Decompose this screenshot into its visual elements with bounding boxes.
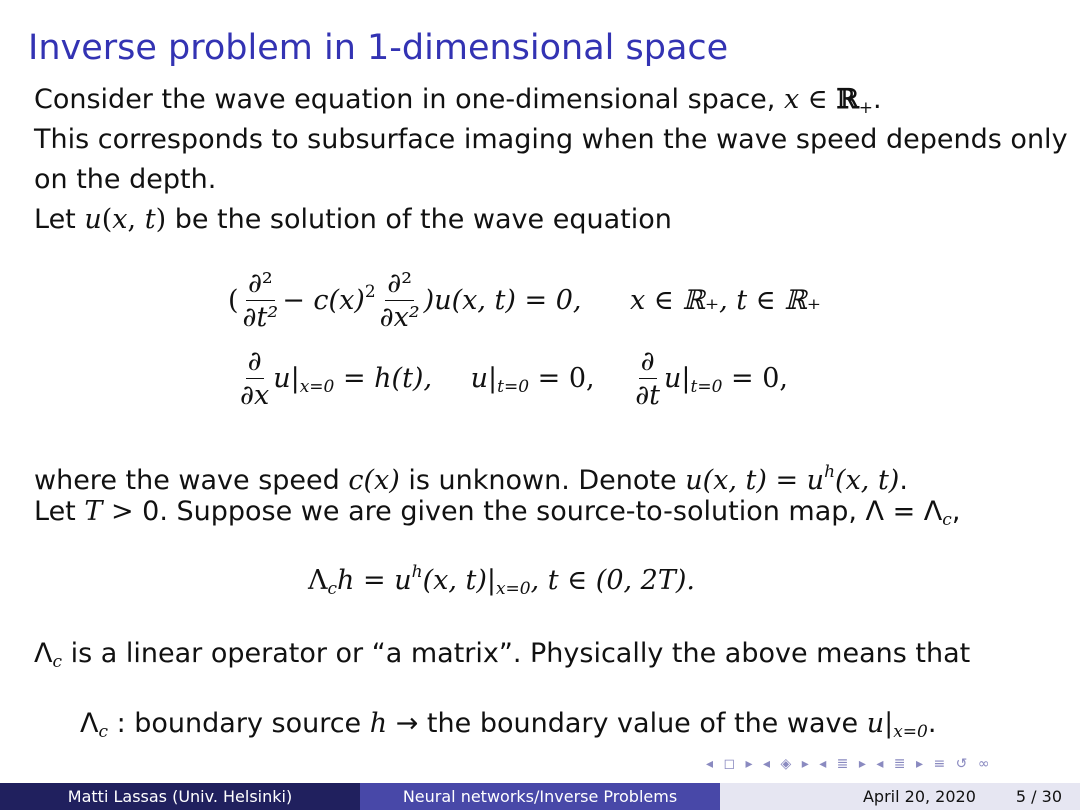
paragraph-1: Consider the wave equation in one-dimensional space, x ∈ ℝ$_+$. — [34, 84, 882, 118]
paragraph-5: where the wave speed c(x) is unknown. Denote u(x, $t) = u^h(x$, t). — [34, 462, 908, 496]
footer-date: April 20, 2020 — [862, 787, 976, 806]
source-to-solution-map: $\Lambda_ch = u^h(x$, $t)|_{x=0}$, t ∈ (0, 2T). — [308, 562, 695, 599]
paragraph-7: $\Lambda_c$ is a linear operator or “a matrix”. Physically the above means that — [34, 638, 971, 672]
footer-page-number: 5 / 30 — [1015, 787, 1062, 806]
slide-title: Inverse problem in 1-dimensional space — [28, 28, 729, 68]
boundary-conditions: $\frac{\partial}{\partial x}$ $u|_{x=0} = h(t)$, $u|_{t=0} = 0$, $\frac{\partial}{\partial t}$ $u|_{t=0} = 0$, — [240, 346, 788, 411]
paragraph-4: Let u(x, t) be the solution of the wave equation — [34, 204, 672, 235]
footer-bar — [0, 783, 1080, 810]
paragraph-2: This corresponds to subsurface imaging when the wave speed depends only — [34, 124, 1068, 155]
beamer-navigation-icons[interactable]: ◂ ◻ ▸ ◂ ◈ ▸ ◂ ≣ ▸ ◂ ≣ ▸ ≡ ↺ ∞ — [706, 756, 993, 772]
paragraph-8: $\Lambda_c$ : boundary source h → the boundary value of the wave $u|_{x=0}$. — [80, 708, 937, 742]
paragraph-6: Let T > 0. Suppose we are given the source-to-solution map, $\Lambda = \Lambda_c$, — [34, 496, 961, 530]
footer-date-page — [720, 783, 1080, 810]
paragraph-3: on the depth. — [34, 164, 217, 195]
footer-author: Matti Lassas (Univ. Helsinki) — [0, 783, 360, 810]
footer-talk-title: Neural networks/Inverse Problems — [360, 783, 720, 810]
wave-equation: ( $\frac{\text{∂²}}{\text{∂t²}}$ − $c(x)^2$ $\frac{\text{∂²}}{\text{∂x²}}$ )u(x, t) = 0, x ∈ ℝ₊, t ∈ ℝ₊ — [228, 268, 821, 333]
